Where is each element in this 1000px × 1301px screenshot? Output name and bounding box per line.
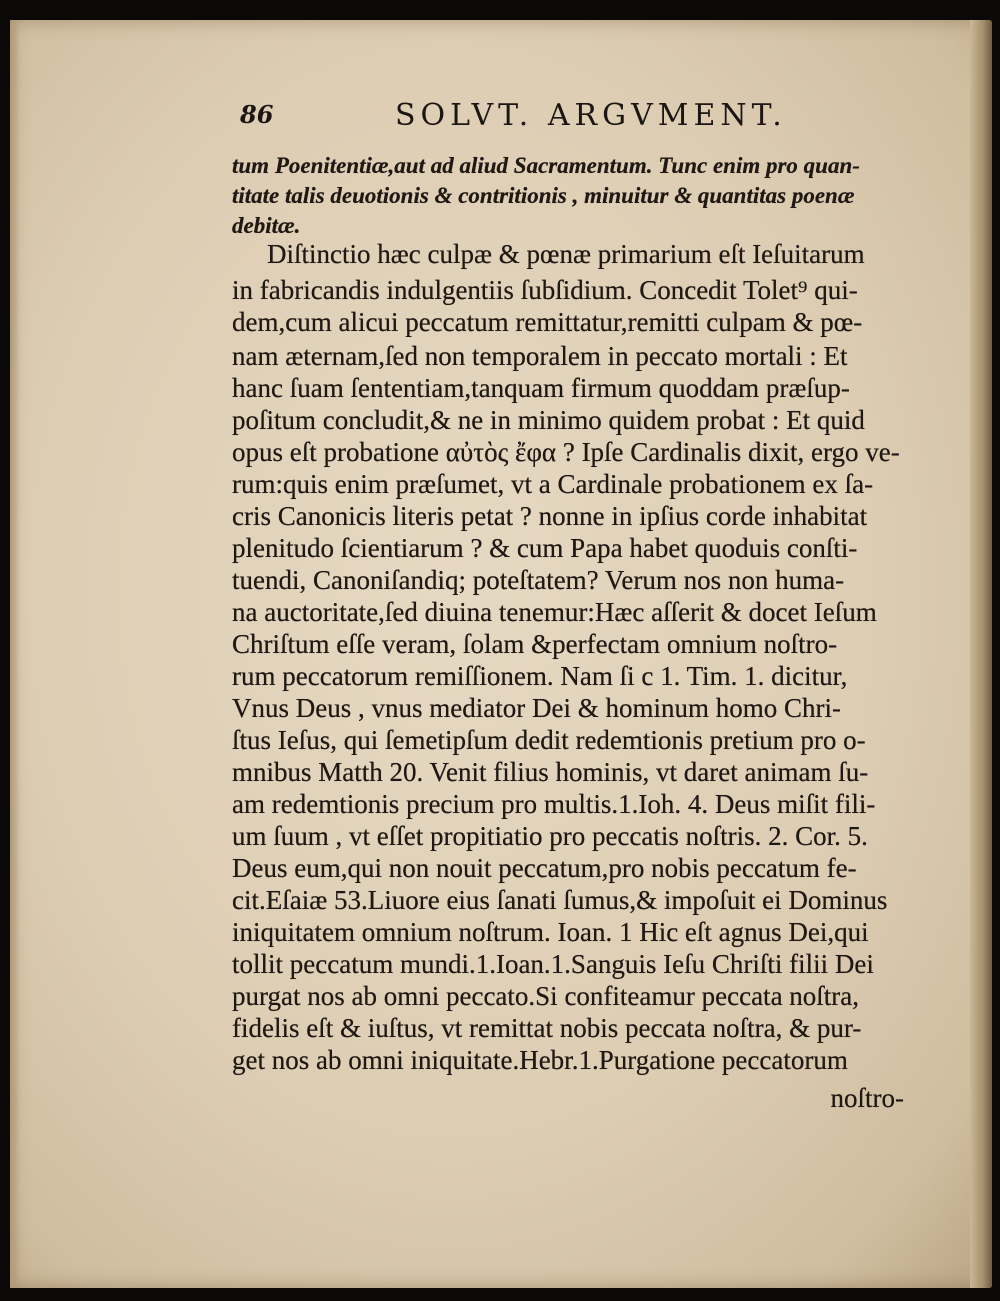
text-line: poſitum concludit,& ne in minimo quidem probat : Et quid: [232, 405, 865, 435]
catchword: noſtro-: [830, 1083, 904, 1113]
text-line: nam æternam,ſed non temporalem in peccato mortali : Et: [232, 341, 848, 371]
paper-page: [10, 20, 992, 1288]
text-line: tum Poenitentiæ,aut ad aliud Sacramentum. Tunc enim pro quan-: [232, 153, 860, 178]
text-line: tuendi, Canoniſandiq; poteſtatem? Verum nos non huma-: [232, 565, 845, 595]
text-line: cit.Eſaiæ 53.Liuore eius ſanati ſumus,& impoſuit ei Dominus: [232, 885, 888, 915]
text-line: rum:quis enim præſumet, vt a Cardinale probationem ex ſa-: [232, 469, 874, 499]
text-line: mnibus Matth 20. Venit filius hominis, vt daret animam ſu-: [232, 757, 869, 787]
paragraph-start-line: Diſtinctio hæc culpæ & pœnæ primarium eſt Ieſuitarum: [267, 239, 865, 269]
text-line: titate talis deuotionis & contritionis , minuitur & quantitas poenæ: [232, 183, 855, 208]
running-head: [240, 98, 840, 138]
running-title: SOLVT. ARGVMENT.: [395, 98, 787, 133]
text-line: purgat nos ab omni peccato.Si confiteamur peccata noſtra,: [232, 981, 860, 1011]
text-line: hanc ſuam ſententiam,tanquam firmum quoddam præſup-: [232, 373, 850, 403]
page-number: 86: [240, 100, 274, 129]
text-line: iniquitatem omnium noſtrum. Ioan. 1 Hic eſt agnus Dei,qui: [232, 917, 869, 947]
text-line: um ſuum , vt eſſet propitiatio pro peccatis noſtris. 2. Cor. 5.: [232, 821, 868, 851]
text-line: tollit peccatum mundi.1.Ioan.1.Sanguis Ieſu Chriſti filii Dei: [232, 949, 874, 979]
text-line: opus eſt probatione αὐτὸς ἔφα ? Ipſe Cardinalis dixit, ergo ve-: [232, 437, 900, 467]
text-line: plenitudo ſcientiarum ? & cum Papa habet quoduis conſti-: [232, 533, 858, 563]
text-line: get nos ab omni iniquitate.Hebr.1.Purgatione peccatorum: [232, 1045, 848, 1075]
text-line: rum peccatorum remiſſionem. Nam ſi c 1. Tim. 1. dicitur,: [232, 661, 848, 691]
text-line: cris Canonicis literis petat ? nonne in ipſius corde inhabitat: [232, 501, 868, 531]
text-line: Deus eum,qui non nouit peccatum,pro nobis peccatum fe-: [232, 853, 857, 883]
text-line: ſtus Ieſus, qui ſemetipſum dedit redemtionis pretium pro o-: [232, 725, 866, 755]
text-line: Chriſtum eſſe veram, ſolam &perfectam omnium noſtro-: [232, 629, 838, 659]
text-line: na auctoritate,ſed diuina tenemur:Hæc aſſerit & docet Ieſum: [232, 597, 877, 627]
page-fore-edge: [970, 20, 992, 1288]
text-line: in fabricandis indulgentiis ſubſidium. Concedit Tolet⁹ qui-: [232, 275, 858, 305]
page-shadow-edge: [10, 20, 20, 1288]
text-line: Vnus Deus , vnus mediator Dei & hominum homo Chri-: [232, 693, 841, 723]
text-line: fidelis eſt & iuſtus, vt remittat nobis peccata noſtra, & pur-: [232, 1013, 862, 1043]
text-line: debitæ.: [232, 213, 301, 238]
text-line: am redemtionis precium pro multis.1.Ioh. 4. Deus miſit fili-: [232, 789, 876, 819]
text-line: dem,cum alicui peccatum remittatur,remitti culpam & pœ-: [232, 307, 863, 337]
